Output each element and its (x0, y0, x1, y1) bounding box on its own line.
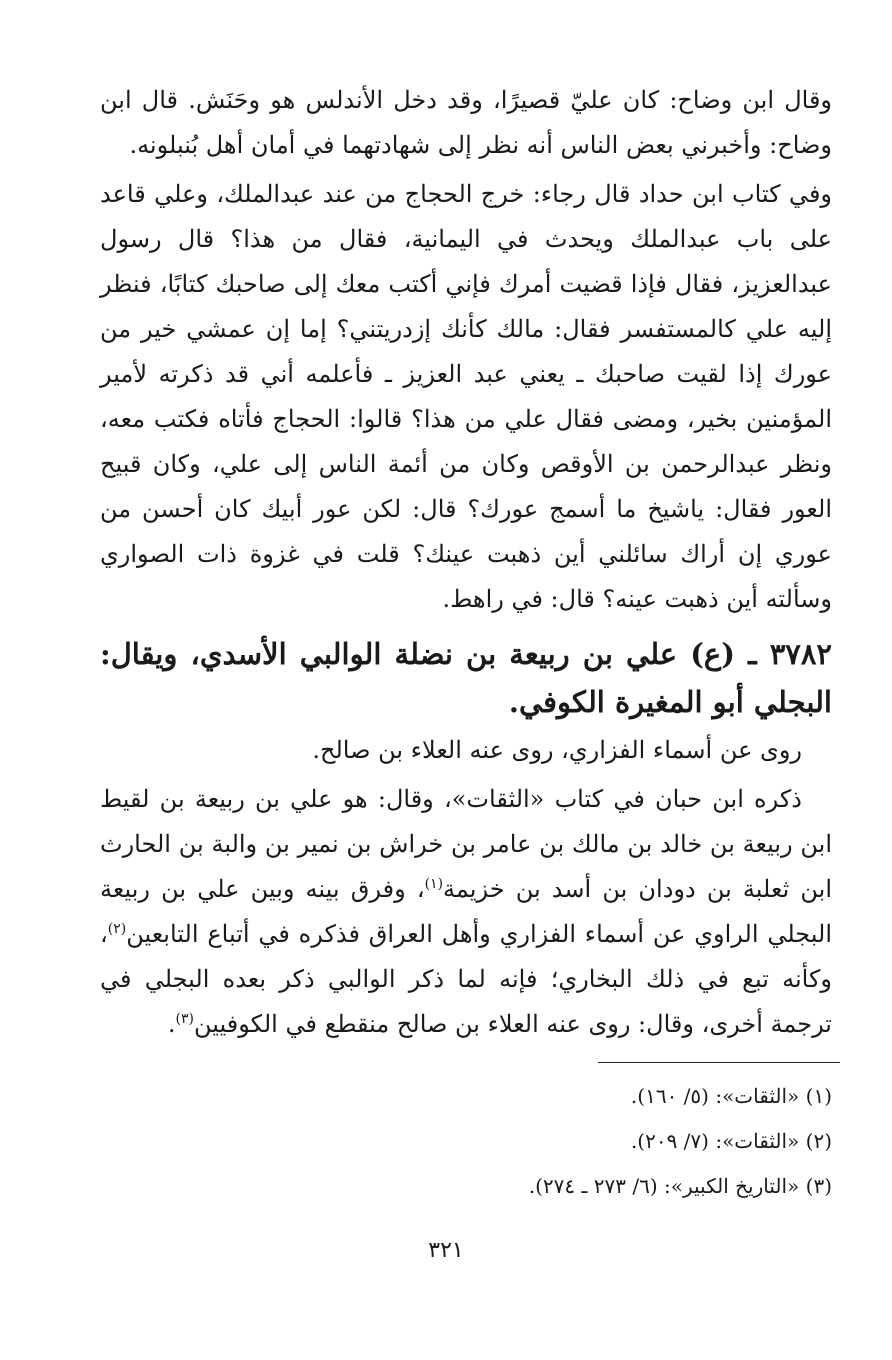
page-number: ٣٢١ (428, 1238, 464, 1263)
main-text-block (100, 78, 832, 1047)
footnote-3: (٣) «التاريخ الكبير»: (٦/ ٢٧٣ ـ ٢٧٤). (528, 1174, 832, 1198)
text-segment: ، وكأنه تبع في ذلك البخاري؛ فإنه لما ذكر الوالبي ذكر بعده البجلي في ترجمة أخرى، وقال: روى عنه العلاء بن صالح منقطع في الكوفيين (100, 920, 832, 1038)
footnote-ref-2[interactable]: (٢) (107, 921, 127, 937)
footnote-ref-1[interactable]: (١) (424, 876, 444, 892)
paragraph-ibn-waddah: وقال ابن وضاح: كان عليّ قصيرًا، وقد دخل الأندلس هو وحَنَش. قال ابن وضاح: وأخبرني بعض الناس أنه نظر إلى شهادتهما في أمان أهل بُنبلونه. (100, 86, 832, 159)
footnote-1: (١) «الثقات»: (٥/ ١٦٠). (630, 1084, 832, 1108)
footnote-ref-3[interactable]: (٣) (175, 1011, 194, 1027)
entry-title: ـ (ع) علي بن ربيعة بن نضلة الوالبي الأسدي، ويقال: البجلي أبو المغيرة الكوفي. (100, 637, 832, 719)
footnote-separator (598, 1062, 840, 1063)
text-segment: . (167, 1010, 176, 1038)
paragraph-ibn-haddad: وفي كتاب ابن حداد قال رجاء: خرج الحجاج من عند عبدالملك، وعلي قاعد على باب عبدالملك ويحدث في اليمانية، فقال من هذا؟ قال رسول عبدالعزيز، فقال فإذا قضيت أمرك فإني أكتب معك إلى صاحبك كتابًا، فنظر إليه علي كالمستفسر فقال: مالك كأنك إزدريتني؟ إما إن عمشي خير من عورك إذا لقيت صاحبك ـ يعني عبد العزيز ـ فأعلمه أني قد ذكرته لأمير المؤمنين بخير، ومضى فقال علي من هذا؟ قالوا: الحجاج فأتاه فكتب معه، ونظر عبدالرحمن بن الأوقص وكان من أئمة الناس إلى علي، وكان قبيح العور فقال: ياشيخ ما أسمج عورك؟ قال: لكن عور أبيك كان أحسن من عوري إن أراك سائلني أين ذهبت عينك؟ قلت في غزوة ذات الصواري وسألته أين ذهبت عينه؟ قال: في راهط. (100, 180, 832, 613)
entry-ibn-hibban-paragraph (100, 777, 832, 1047)
entry-number: ٣٧٨٢ (769, 637, 832, 671)
footnote-2: (٢) «الثقات»: (٧/ ٢٠٩). (630, 1129, 832, 1153)
entry-heading (100, 630, 832, 726)
footnotes (100, 1074, 832, 1209)
entry-narration: روى عن أسماء الفزاري، روى عنه العلاء بن صالح. (312, 736, 802, 764)
text-segment: ، وفرق بينه وبين علي بن ربيعة البجلي الراوي عن أسماء الفزاري وأهل العراق فذكره في أتباع التابعين (100, 875, 832, 948)
text-segment: ذكره ابن حبان في كتاب «الثقات»، وقال: هو علي بن ربيعة بن لقيط ابن ربيعة بن خالد بن مالك بن عامر بن خراش بن نمير بن والبة بن الحارث ابن ثعلبة بن دودان بن أسد بن خزيمة (100, 785, 833, 903)
